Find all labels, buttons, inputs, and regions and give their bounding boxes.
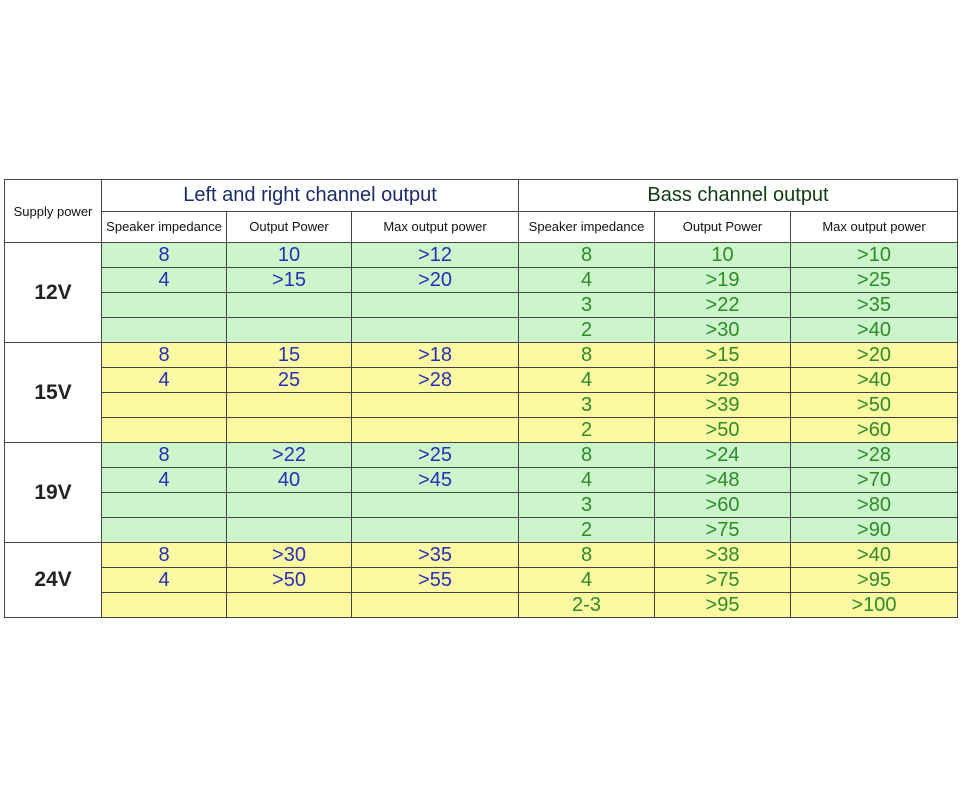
lr-output-power-cell: >50 bbox=[227, 568, 352, 593]
bass-output-power-cell: >24 bbox=[655, 443, 791, 468]
supply-voltage-cell: 19V bbox=[5, 443, 102, 543]
lr-output-power-cell: 40 bbox=[227, 468, 352, 493]
supply-voltage-cell: 24V bbox=[5, 543, 102, 618]
lr-max-output-power-header: Max output power bbox=[352, 211, 519, 243]
lr-output-power-cell: 25 bbox=[227, 368, 352, 393]
lr-output-power-cell: >30 bbox=[227, 543, 352, 568]
lr-speaker-impedance-cell: 8 bbox=[102, 543, 227, 568]
table-row bbox=[5, 393, 958, 418]
lr-max-output-power-cell: >45 bbox=[352, 468, 519, 493]
bass-output-power-header: Output Power bbox=[655, 211, 791, 243]
table-row bbox=[5, 493, 958, 518]
bass-max-output-power-cell: >70 bbox=[791, 468, 958, 493]
lr-output-power-cell bbox=[227, 593, 352, 618]
bass-speaker-impedance-cell: 3 bbox=[519, 493, 655, 518]
bass-max-output-power-cell: >25 bbox=[791, 268, 958, 293]
bass-speaker-impedance-cell: 4 bbox=[519, 568, 655, 593]
lr-speaker-impedance-cell bbox=[102, 518, 227, 543]
lr-speaker-impedance-cell: 8 bbox=[102, 343, 227, 368]
lr-channel-header: Left and right channel output bbox=[102, 180, 519, 212]
table-row bbox=[5, 543, 958, 568]
lr-output-power-cell bbox=[227, 418, 352, 443]
lr-max-output-power-cell bbox=[352, 518, 519, 543]
power-spec-table bbox=[4, 179, 958, 618]
spec-table-container bbox=[4, 179, 957, 618]
bass-max-output-power-cell: >35 bbox=[791, 293, 958, 318]
bass-output-power-cell: >30 bbox=[655, 318, 791, 343]
bass-speaker-impedance-cell: 4 bbox=[519, 368, 655, 393]
lr-speaker-impedance-cell: 4 bbox=[102, 568, 227, 593]
lr-speaker-impedance-cell: 4 bbox=[102, 468, 227, 493]
bass-speaker-impedance-cell: 2 bbox=[519, 518, 655, 543]
lr-max-output-power-cell bbox=[352, 293, 519, 318]
lr-max-output-power-cell: >35 bbox=[352, 543, 519, 568]
bass-speaker-impedance-cell: 8 bbox=[519, 243, 655, 268]
bass-max-output-power-cell: >40 bbox=[791, 368, 958, 393]
lr-max-output-power-cell bbox=[352, 393, 519, 418]
lr-speaker-impedance-cell bbox=[102, 493, 227, 518]
lr-speaker-impedance-cell: 4 bbox=[102, 368, 227, 393]
bass-speaker-impedance-cell: 4 bbox=[519, 268, 655, 293]
table-row bbox=[5, 243, 958, 268]
bass-output-power-cell: >39 bbox=[655, 393, 791, 418]
bass-speaker-impedance-cell: 2 bbox=[519, 418, 655, 443]
bass-output-power-cell: >50 bbox=[655, 418, 791, 443]
table-row bbox=[5, 268, 958, 293]
lr-output-power-cell bbox=[227, 518, 352, 543]
table-row bbox=[5, 568, 958, 593]
bass-max-output-power-cell: >40 bbox=[791, 543, 958, 568]
supply-power-header: Supply power bbox=[5, 180, 102, 243]
lr-speaker-impedance-cell bbox=[102, 393, 227, 418]
bass-max-output-power-cell: >50 bbox=[791, 393, 958, 418]
bass-speaker-impedance-cell: 3 bbox=[519, 293, 655, 318]
table-row bbox=[5, 418, 958, 443]
supply-voltage-cell: 12V bbox=[5, 243, 102, 343]
bass-output-power-cell: >29 bbox=[655, 368, 791, 393]
bass-output-power-cell: >22 bbox=[655, 293, 791, 318]
bass-speaker-impedance-cell: 2-3 bbox=[519, 593, 655, 618]
lr-speaker-impedance-cell: 8 bbox=[102, 243, 227, 268]
bass-channel-header: Bass channel output bbox=[519, 180, 958, 212]
lr-output-power-cell bbox=[227, 493, 352, 518]
bass-max-output-power-cell: >80 bbox=[791, 493, 958, 518]
bass-max-output-power-header: Max output power bbox=[791, 211, 958, 243]
bass-speaker-impedance-cell: 8 bbox=[519, 543, 655, 568]
lr-speaker-impedance-cell bbox=[102, 593, 227, 618]
lr-max-output-power-cell bbox=[352, 418, 519, 443]
lr-speaker-impedance-header: Speaker impedance bbox=[102, 211, 227, 243]
bass-max-output-power-cell: >60 bbox=[791, 418, 958, 443]
bass-output-power-cell: >95 bbox=[655, 593, 791, 618]
supply-voltage-cell: 15V bbox=[5, 343, 102, 443]
lr-speaker-impedance-cell bbox=[102, 293, 227, 318]
table-row bbox=[5, 293, 958, 318]
bass-output-power-cell: >60 bbox=[655, 493, 791, 518]
bass-speaker-impedance-cell: 8 bbox=[519, 343, 655, 368]
table-row bbox=[5, 343, 958, 368]
lr-speaker-impedance-cell bbox=[102, 418, 227, 443]
lr-speaker-impedance-cell: 8 bbox=[102, 443, 227, 468]
header-row-groups bbox=[5, 180, 958, 212]
table-row bbox=[5, 368, 958, 393]
bass-speaker-impedance-cell: 8 bbox=[519, 443, 655, 468]
lr-output-power-cell: >22 bbox=[227, 443, 352, 468]
bass-output-power-cell: >15 bbox=[655, 343, 791, 368]
lr-max-output-power-cell: >18 bbox=[352, 343, 519, 368]
lr-output-power-header: Output Power bbox=[227, 211, 352, 243]
bass-speaker-impedance-cell: 4 bbox=[519, 468, 655, 493]
bass-max-output-power-cell: >40 bbox=[791, 318, 958, 343]
lr-max-output-power-cell: >55 bbox=[352, 568, 519, 593]
lr-output-power-cell bbox=[227, 393, 352, 418]
bass-max-output-power-cell: >95 bbox=[791, 568, 958, 593]
bass-max-output-power-cell: >100 bbox=[791, 593, 958, 618]
table-row bbox=[5, 518, 958, 543]
lr-output-power-cell: 15 bbox=[227, 343, 352, 368]
table-row bbox=[5, 468, 958, 493]
lr-output-power-cell: 10 bbox=[227, 243, 352, 268]
bass-max-output-power-cell: >28 bbox=[791, 443, 958, 468]
lr-speaker-impedance-cell bbox=[102, 318, 227, 343]
table-row bbox=[5, 593, 958, 618]
bass-max-output-power-cell: >10 bbox=[791, 243, 958, 268]
bass-max-output-power-cell: >20 bbox=[791, 343, 958, 368]
lr-output-power-cell bbox=[227, 318, 352, 343]
lr-max-output-power-cell: >20 bbox=[352, 268, 519, 293]
bass-output-power-cell: >19 bbox=[655, 268, 791, 293]
lr-max-output-power-cell: >28 bbox=[352, 368, 519, 393]
table-row bbox=[5, 318, 958, 343]
bass-output-power-cell: >38 bbox=[655, 543, 791, 568]
table-row bbox=[5, 443, 958, 468]
bass-output-power-cell: >75 bbox=[655, 568, 791, 593]
lr-max-output-power-cell: >25 bbox=[352, 443, 519, 468]
bass-speaker-impedance-header: Speaker impedance bbox=[519, 211, 655, 243]
bass-max-output-power-cell: >90 bbox=[791, 518, 958, 543]
bass-output-power-cell: >48 bbox=[655, 468, 791, 493]
lr-max-output-power-cell: >12 bbox=[352, 243, 519, 268]
bass-output-power-cell: 10 bbox=[655, 243, 791, 268]
bass-speaker-impedance-cell: 3 bbox=[519, 393, 655, 418]
lr-output-power-cell bbox=[227, 293, 352, 318]
lr-max-output-power-cell bbox=[352, 593, 519, 618]
bass-output-power-cell: >75 bbox=[655, 518, 791, 543]
bass-speaker-impedance-cell: 2 bbox=[519, 318, 655, 343]
header-row-columns bbox=[5, 211, 958, 243]
lr-max-output-power-cell bbox=[352, 493, 519, 518]
lr-speaker-impedance-cell: 4 bbox=[102, 268, 227, 293]
lr-max-output-power-cell bbox=[352, 318, 519, 343]
lr-output-power-cell: >15 bbox=[227, 268, 352, 293]
